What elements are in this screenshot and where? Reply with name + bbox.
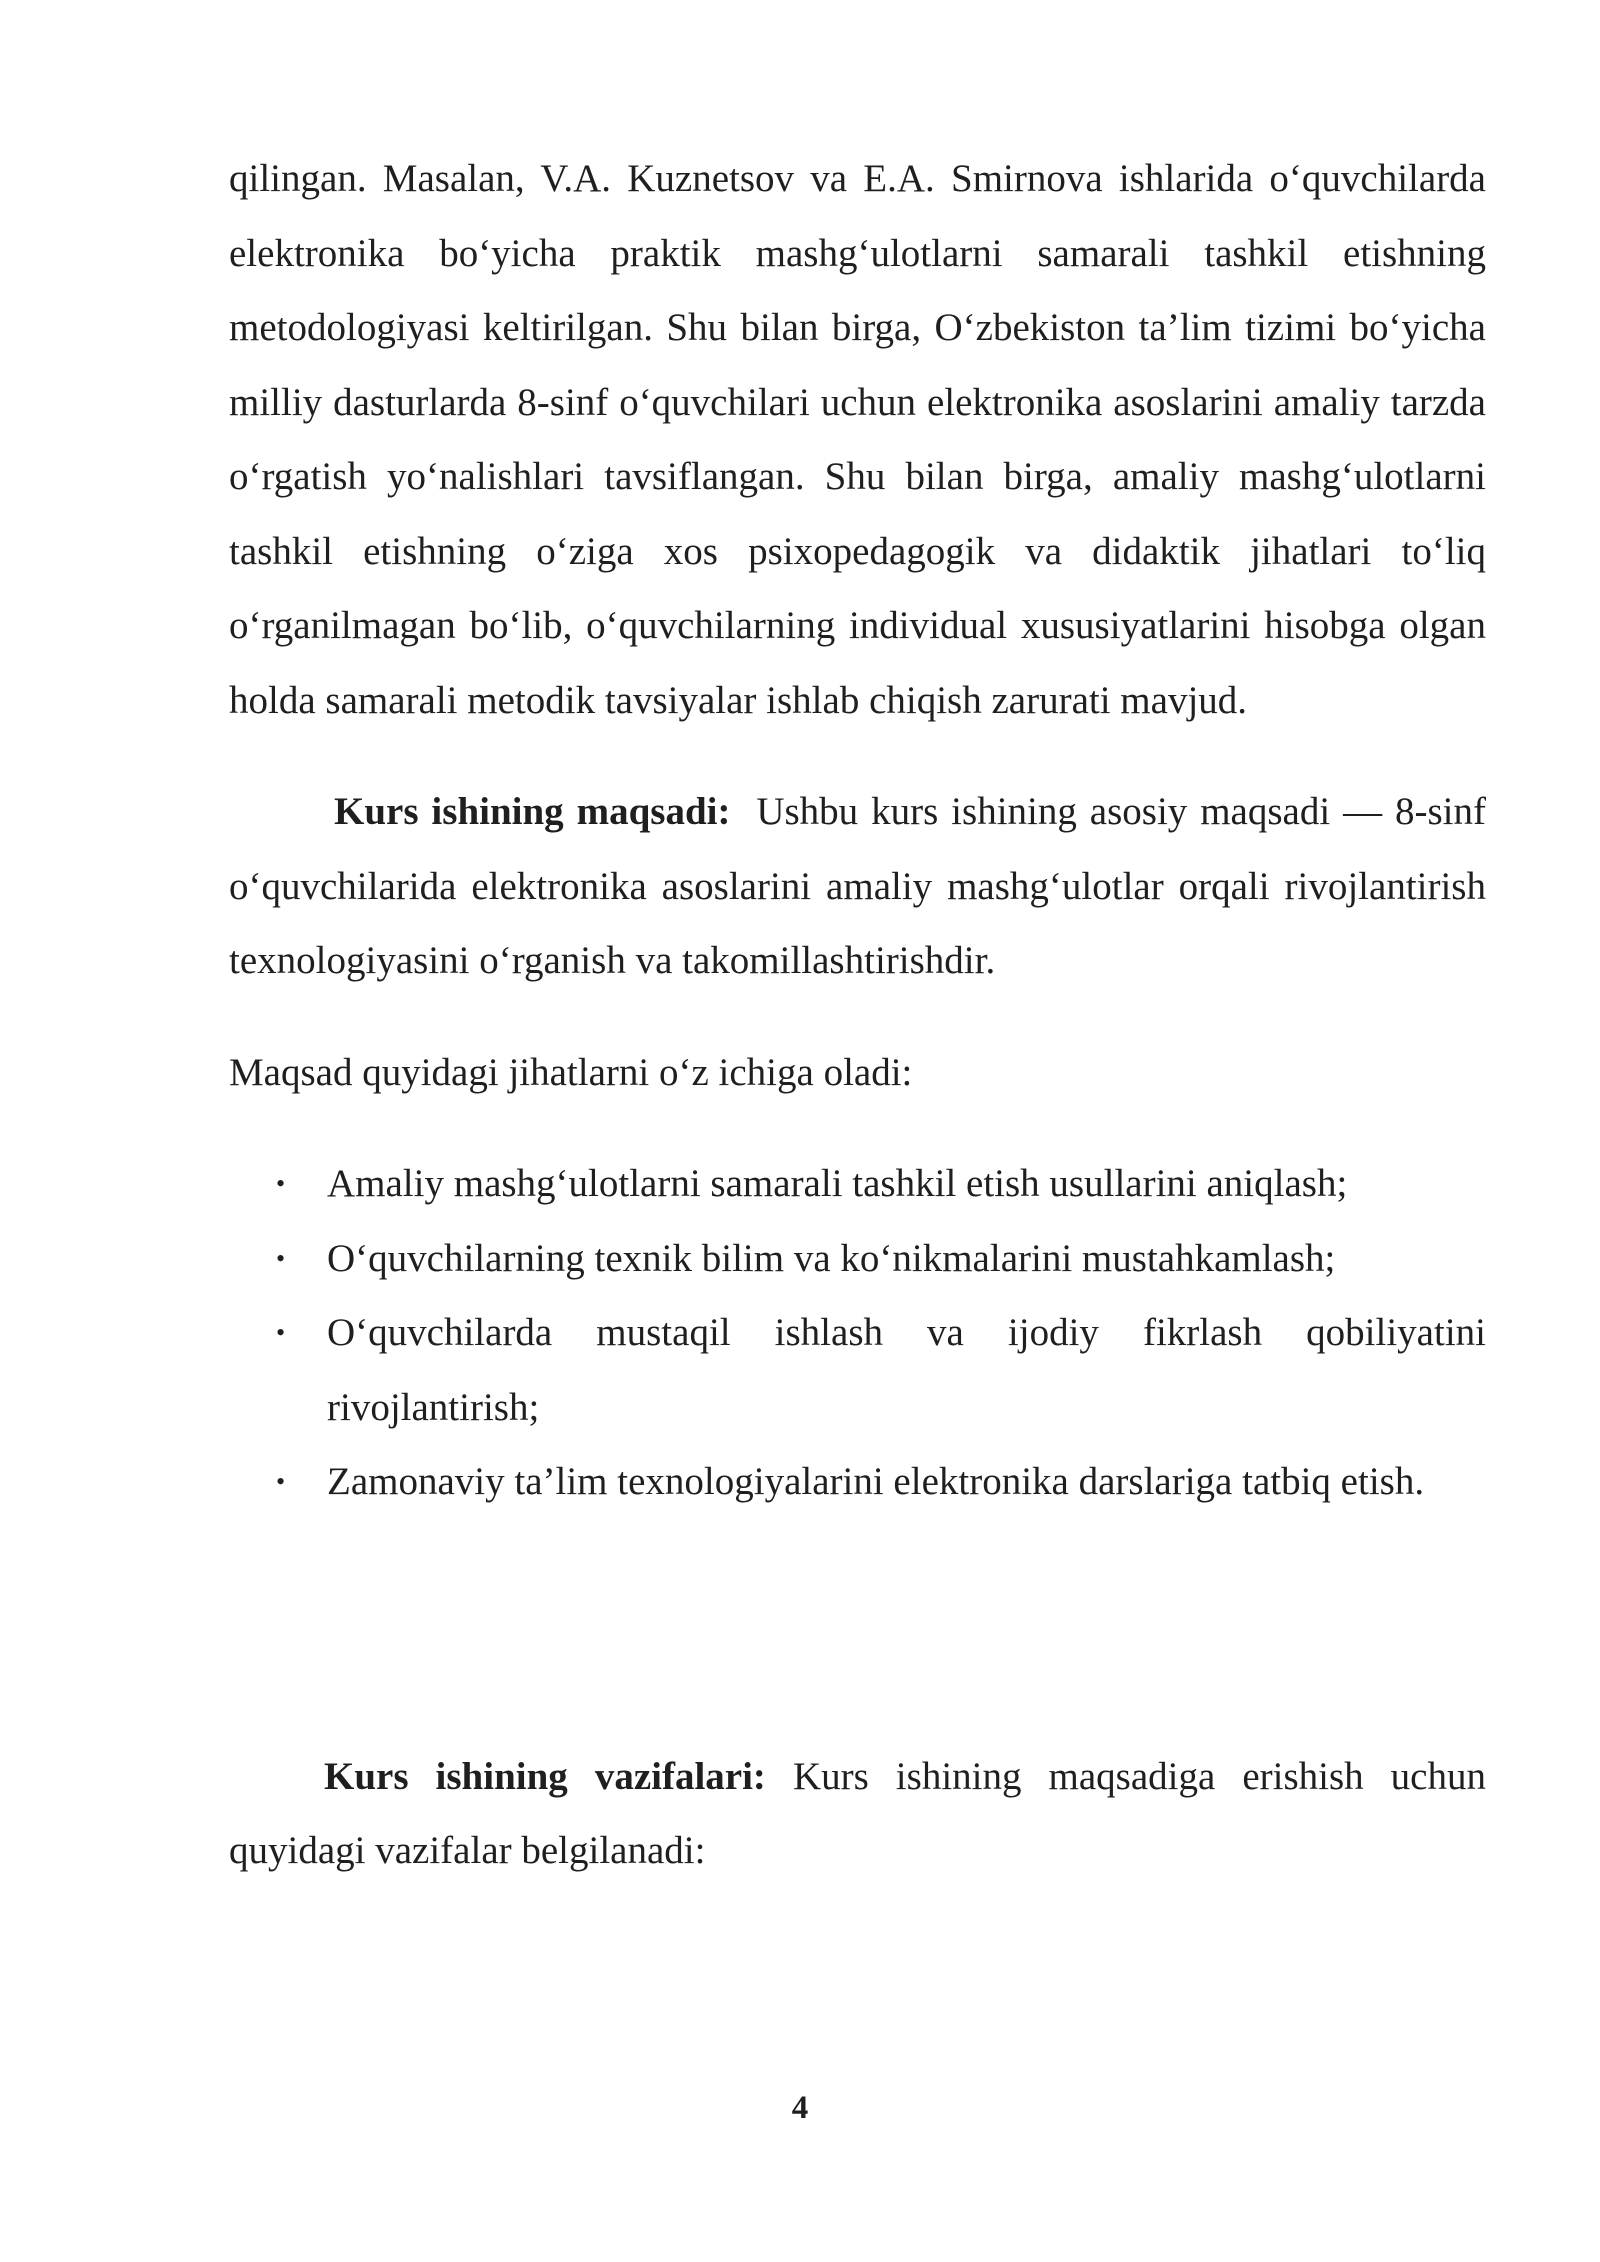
- intro-paragraph: qilingan. Masalan, V.A. Kuznetsov va E.A. Smirnova ishlarida o‘quvchilarda elektronika bo‘yicha praktik mashg‘ulotlarni samarali tashkil etishning metodologiyasi keltirilgan. Shu bilan birga, O‘zbekiston ta’lim tizimi bo‘yicha milliy dasturlarda 8-sinf o‘quvchilari uchun elektronika asoslarini amaliy tarzda o‘rgatish yo‘nalishlari tavsiflangan. Shu bilan birga, amaliy mashg‘ulotlarni tashkil etishning o‘ziga xos psixopedagogik va didaktik jihatlari to‘liq o‘rganilmagan bo‘lib, o‘quvchilarning individual xususiyatlarini hisobga olgan holda samarali metodik tavsiyalar ishlab chiqish zarurati mavjud.: [229, 157, 1486, 722]
- goal-text: Ushbu kurs ishining asosiy maqsadi — 8-sinf o‘quvchilarida elektronika asoslarini amaliy mashg‘ulotlar orqali rivojlantirish texnologiyasini o‘rganish va takomillashtirishdir.: [229, 790, 1486, 982]
- list-item: [229, 1147, 1486, 1222]
- tasks-text: Kurs ishining maqsadiga erishish uchun quyidagi vazifalar belgilanadi:: [229, 1754, 1486, 1872]
- tasks-paragraph: [229, 1740, 1486, 1889]
- page-body: [229, 142, 1486, 1889]
- goal-items-list: [229, 1147, 1486, 1520]
- list-item-text: Zamonaviy ta’lim texnologiyalarini elektronika darslariga tatbiq etish.: [327, 1460, 1425, 1503]
- list-item: [229, 1222, 1486, 1297]
- tasks-heading: Kurs ishining vazifalari:: [324, 1754, 766, 1798]
- bullet-icon: •: [276, 1169, 286, 1198]
- goal-lead-paragraph: Maqsad quyidagi jihatlarni o‘z ichiga oladi:: [229, 1050, 913, 1094]
- list-item-text: O‘quvchilarning texnik bilim va ko‘nikmalarini mustahkamlash;: [327, 1236, 1336, 1280]
- goal-heading: Kurs ishining maqsadi:: [334, 790, 731, 833]
- list-item: [229, 1445, 1486, 1520]
- bullet-icon: •: [276, 1318, 286, 1347]
- list-item: [229, 1296, 1486, 1445]
- bullet-icon: •: [276, 1243, 286, 1273]
- page-number: 4: [791, 2090, 809, 2126]
- bullet-icon: •: [276, 1467, 286, 1496]
- goal-paragraph: [229, 775, 1486, 999]
- list-item-text: O‘quvchilarda mustaqil ishlash va ijodiy fikrlash qobiliyatini rivojlantirish;: [327, 1311, 1486, 1429]
- list-item-text: Amaliy mashg‘ulotlarni samarali tashkil etish usullarini aniqlash;: [327, 1162, 1348, 1205]
